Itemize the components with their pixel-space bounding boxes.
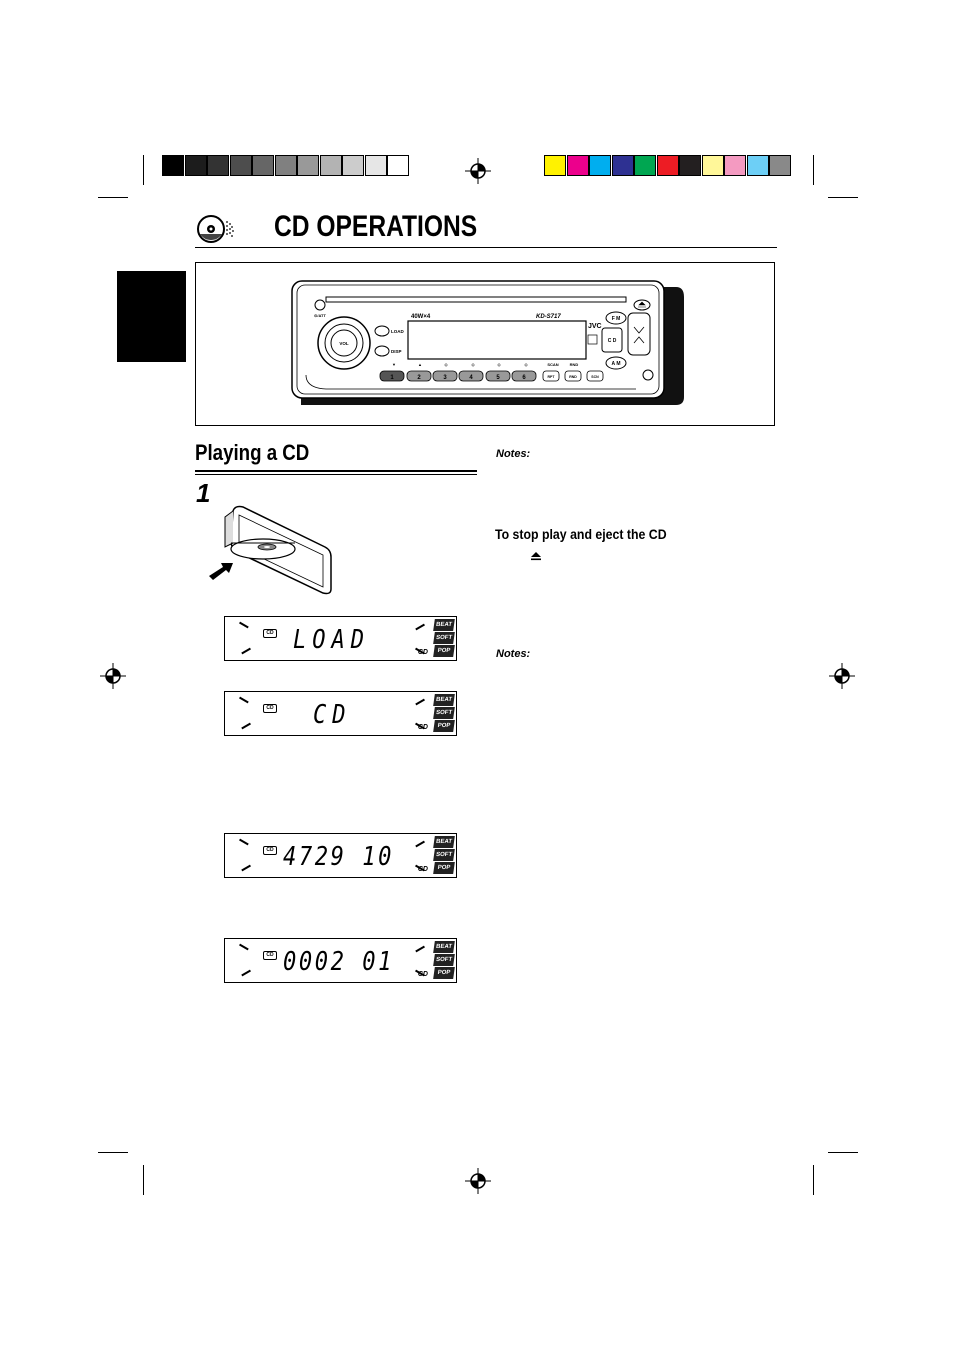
color-swatch <box>185 155 207 176</box>
color-swatch <box>724 155 746 176</box>
crop-mark <box>828 197 858 198</box>
crop-mark <box>143 1165 144 1195</box>
svg-text:JVC: JVC <box>588 323 602 330</box>
lcd-text: LOAD <box>293 625 371 655</box>
svg-text:RND: RND <box>569 362 579 367</box>
sound-mode-indicators: BEAT SOFT POP <box>434 941 454 980</box>
lcd-display-elapsed-time <box>224 938 457 983</box>
sound-mode-indicators: BEAT SOFT POP <box>434 619 454 658</box>
svg-text:40W×4: 40W×4 <box>411 314 431 320</box>
gray-calibration-bar <box>162 155 410 176</box>
color-swatch <box>769 155 791 176</box>
svg-text:◇: ◇ <box>471 362 475 367</box>
color-swatch <box>567 155 589 176</box>
svg-text:SCN: SCN <box>591 375 599 379</box>
language-tab <box>117 271 186 362</box>
svg-text:4: 4 <box>469 375 473 381</box>
section-title: Playing a CD <box>195 440 310 465</box>
color-swatch <box>387 155 409 176</box>
registration-crosshair-icon <box>100 663 126 689</box>
cd-logo-icon: CD <box>417 971 428 978</box>
color-swatch <box>162 155 184 176</box>
color-swatch <box>207 155 229 176</box>
svg-text:LOAD: LOAD <box>391 329 404 334</box>
eject-icon <box>530 551 542 561</box>
lcd-text: 0002 01 <box>283 947 394 977</box>
color-swatch <box>252 155 274 176</box>
cd-indicator: CD <box>263 629 277 638</box>
lcd-display-load <box>224 616 457 661</box>
color-calibration-bar <box>544 155 792 176</box>
color-swatch <box>365 155 387 176</box>
car-stereo-faceplate <box>196 263 776 427</box>
insert-cd-illustration <box>205 503 340 598</box>
stereo-figure <box>195 262 775 426</box>
cd-indicator: CD <box>263 951 277 960</box>
crop-mark <box>98 197 128 198</box>
step-number: 1 <box>196 478 211 508</box>
svg-text:RND: RND <box>569 375 577 379</box>
color-swatch <box>657 155 679 176</box>
svg-text:1: 1 <box>390 375 394 381</box>
cd-logo-icon: CD <box>417 866 428 873</box>
color-swatch <box>679 155 701 176</box>
svg-text:3: 3 <box>443 375 447 381</box>
color-swatch <box>342 155 364 176</box>
lcd-display-total-time <box>224 833 457 878</box>
svg-text:5: 5 <box>496 375 500 381</box>
svg-text:2: 2 <box>417 375 421 381</box>
crop-mark <box>828 1152 858 1153</box>
section-rule-thin <box>195 474 477 475</box>
svg-text:SCAN: SCAN <box>547 362 559 367</box>
svg-text:A M: A M <box>611 361 621 367</box>
color-swatch <box>320 155 342 176</box>
color-swatch <box>544 155 566 176</box>
sound-mode-indicators: BEAT SOFT POP <box>434 836 454 875</box>
color-swatch <box>297 155 319 176</box>
crop-mark <box>813 155 814 185</box>
crop-mark <box>813 1165 814 1195</box>
cd-indicator: CD <box>263 846 277 855</box>
notes-label: Notes: <box>496 448 531 460</box>
svg-text:⊙/ATT: ⊙/ATT <box>314 313 326 318</box>
cd-indicator: CD <box>263 704 277 713</box>
color-swatch <box>634 155 656 176</box>
cd-logo-icon: CD <box>417 724 428 731</box>
lcd-display-cd <box>224 691 457 736</box>
cd-disc-icon <box>196 214 238 244</box>
page-title: CD OPERATIONS <box>274 210 478 243</box>
svg-text:DISP: DISP <box>391 349 402 354</box>
color-swatch <box>612 155 634 176</box>
crop-mark <box>98 1152 128 1153</box>
svg-text:◇: ◇ <box>497 362 501 367</box>
registration-crosshair-icon <box>465 158 491 184</box>
color-swatch <box>275 155 297 176</box>
crop-mark <box>143 155 144 185</box>
svg-text:KD-S717: KD-S717 <box>536 314 561 320</box>
svg-text:▼: ▼ <box>392 362 396 367</box>
lcd-text: 4729 10 <box>283 842 394 872</box>
color-swatch <box>230 155 252 176</box>
color-swatch <box>702 155 724 176</box>
sound-mode-indicators: BEAT SOFT POP <box>434 694 454 733</box>
color-swatch <box>589 155 611 176</box>
svg-text:VOL: VOL <box>339 341 349 346</box>
svg-text:◇: ◇ <box>524 362 528 367</box>
notes-label: Notes: <box>496 648 531 660</box>
svg-text:RPT: RPT <box>547 375 555 379</box>
stop-eject-heading: To stop play and eject the CD <box>495 526 667 542</box>
svg-text:C D: C D <box>607 338 617 344</box>
svg-text:▲: ▲ <box>418 362 422 367</box>
color-swatch <box>747 155 769 176</box>
svg-text:◇: ◇ <box>444 362 448 367</box>
registration-crosshair-icon <box>465 1168 491 1194</box>
svg-text:6: 6 <box>522 375 526 381</box>
svg-text:F M: F M <box>611 316 621 322</box>
cd-logo-icon: CD <box>417 649 428 656</box>
section-rule <box>195 470 477 472</box>
lcd-text: CD <box>313 700 352 730</box>
title-rule <box>195 247 777 248</box>
registration-crosshair-icon <box>829 663 855 689</box>
